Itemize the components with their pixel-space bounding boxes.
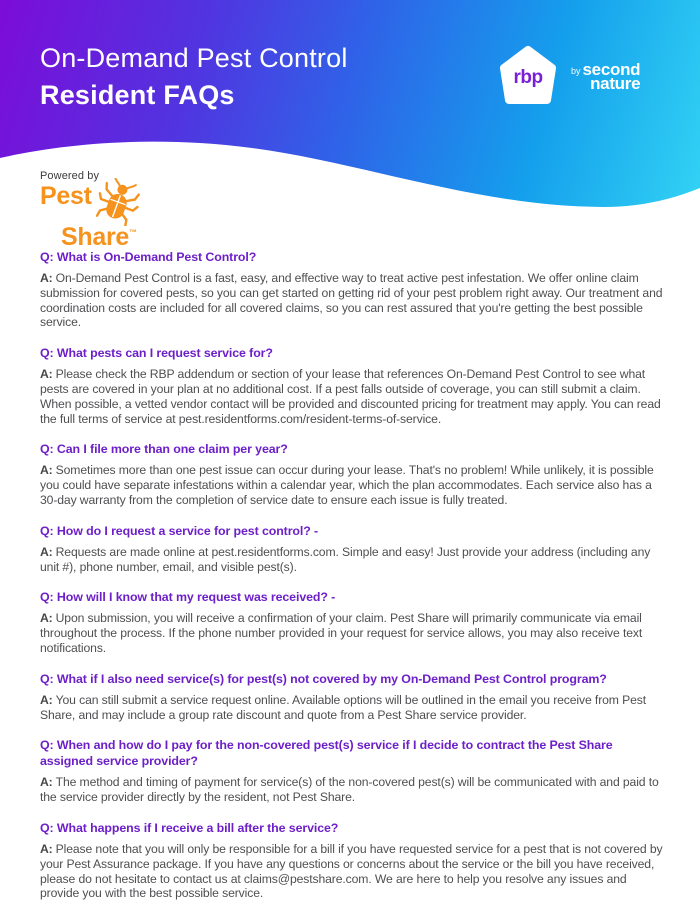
faq-list [40,249,666,906]
faq-item [40,671,666,723]
second-nature-line1: second [582,60,641,79]
faq-question: Q: What happens if I receive a bill after the service? [40,820,339,835]
answer-prefix: A: [40,367,53,382]
faq-answer [40,367,666,426]
answer-prefix: A: [40,775,53,790]
answer-prefix: A: [40,544,53,559]
answer-text: Sometimes more than one pest issue can occur during your lease. That's no problem! While unlikely, it is possible you could have separate infestations within a calendar year, which the plan accommodates. Each service also has a 30-day warranty from the completion of service date to ensure each issue is fully treated. [40,463,654,507]
answer-text: On-Demand Pest Control is a fast, easy, and effective way to treat active pest infestation. We offer online claim submission for covered pests, so you can get started on getting rid of your pest problem right away. Our treatment and coordination costs are included for all covered claims, so you can rest assured that you're getting the best possible service. [40,271,663,330]
answer-text: Requests are made online at pest.residentforms.com. Simple and easy! Just provide your address (including any unit #), phone number, email, and visible pest(s). [40,544,651,574]
second-nature-line2: nature [590,74,641,93]
faq-answer [40,775,666,805]
brand-block [497,45,640,107]
answer-text: Upon submission, you will receive a confirmation of your claim. Pest Share will primarily communicate via email throughout the process. If the phone number provided in your request for service allows, you may also receive text notifications. [40,611,643,655]
faq-answer [40,842,666,901]
pestshare-word-share: Share [61,223,129,251]
faq-question: Q: When and how do I pay for the non-covered pest(s) service if I decide to contract the Pest Share assigned service provider? [40,738,613,769]
rbp-logo-icon [497,45,559,107]
page-title-line2: Resident FAQs [40,80,235,110]
faq-question: Q: What is On-Demand Pest Control? [40,250,257,264]
answer-text: Please note that you will only be responsible for a bill if you have requested service for a pest that is not covered by your Pest Assurance package. If you have any questions or concerns about the service or the bill you have received, please do not hesitate to contact us at claims@pestshare.com. We are here to help you resolve any issues and provide you with the best possible service. [40,841,663,901]
by-label: by [571,66,581,76]
beetle-icon [96,178,140,226]
page-title [40,40,348,114]
answer-text: Please check the RBP addendum or section of your lease that references On-Demand Pest Control to see what pests are covered in your plan at no additional cost. If a pest falls outside of coverage, you can still submit a claim. When possible, a vetted vendor contact will be provided and discounted pricing for treatment may apply. You can read the full terms of service at pest.residentforms.com/resident-terms-of-service. [40,367,661,426]
powered-by-pestshare-logo [40,170,180,250]
faq-answer [40,463,666,507]
faq-item [40,523,666,575]
answer-prefix: A: [40,692,53,707]
faq-question: Q: What if I also need service(s) for pest(s) not covered by my On-Demand Pest Control program? [40,671,607,686]
trademark-symbol: ™ [128,228,137,237]
faq-answer [40,611,666,655]
answer-prefix: A: [40,463,53,478]
faq-item [40,441,666,507]
faq-question: Q: Can I file more than one claim per year? [40,442,288,457]
faq-item [40,589,666,655]
faq-question: Q: How will I know that my request was received? - [40,590,336,605]
faq-answer [40,693,666,723]
faq-answer [40,271,666,330]
faq-item [40,249,666,330]
pestshare-word-pest: Pest [40,182,92,210]
faq-item [40,345,666,426]
faq-question: Q: What pests can I request service for? [40,346,273,361]
svg-text:rbp: rbp [513,67,543,88]
page-title-line1: On-Demand Pest Control [40,43,348,73]
faq-item [40,737,666,805]
faq-question: Q: How do I request a service for pest control? - [40,523,319,538]
powered-by-label: Powered by [40,170,100,182]
faq-answer [40,545,666,575]
second-nature-wordmark [571,60,641,93]
answer-text: You can still submit a service request online. Available options will be outlined in the email you receive from Pest Share, and may include a group rate discount and quote from a Pest Share service provider. [40,692,646,722]
answer-text: The method and timing of payment for service(s) of the non-covered pest(s) will be communicated with and paid to the service provider directly by the resident, not Pest Share. [40,775,659,805]
answer-prefix: A: [40,841,53,856]
second-nature-name [582,60,641,93]
answer-prefix: A: [40,611,53,626]
answer-prefix: A: [40,271,53,285]
faq-item [40,820,666,901]
